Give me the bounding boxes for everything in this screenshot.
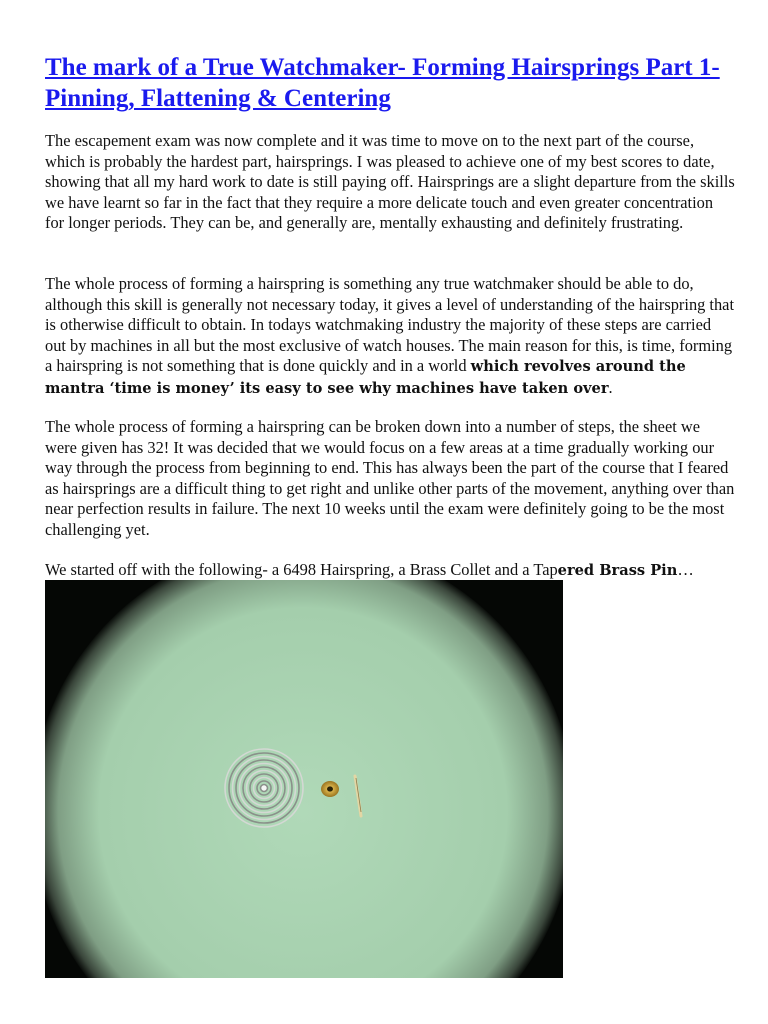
brass-collet bbox=[321, 781, 339, 797]
paragraph-4 bbox=[45, 560, 735, 582]
paragraph-2-text: The whole process of forming a hairspring is something any true watchmaker should be able to do, although this skill is generally not necessary today, it gives a level of understanding of the hairspring that is otherwise difficult to obtain. In todays watchmaking industry the majority of these steps are carried out by machines in all but the most exclusive of watch houses. The main reason for this, is time, forming a hairspring is not something that is done quickly and in a world bbox=[45, 274, 735, 375]
article-title-link[interactable]: The mark of a True Watchmaker- Forming Hairsprings Part 1- Pinning, Flattening & Centering bbox=[45, 54, 720, 112]
paragraph-4-bold: ered Brass Pin bbox=[557, 562, 678, 579]
microscope-photo bbox=[45, 580, 563, 978]
paragraph-4-end: … bbox=[677, 560, 694, 579]
microscope-photo-graphic bbox=[45, 580, 563, 978]
microscope-field bbox=[45, 580, 563, 978]
hairspring bbox=[225, 749, 303, 827]
paragraph-2-end: . bbox=[608, 377, 613, 397]
paragraph-1: The escapement exam was now complete and it was time to move on to the next part of the course, which is probably the hardest part, hairsprings. I was pleased to achieve one of my best scores to date, showing that all my hard work to date is still paying off. Hairsprings are a slight departure from the skills we have learnt so far in the fact that they require a more delicate touch and even greater concentration for longer periods. They can be, and generally are, mentally exhausting and definitely frustrating. bbox=[45, 131, 735, 232]
paragraph-2-bold: which revolves around the mantra ‘time is money’ its easy to see why machines have taken over bbox=[45, 358, 686, 397]
paragraph-3: The whole process of forming a hairspring can be broken down into a number of steps, the sheet we were given has 32! It was decided that we would focus on a few areas at a time gradually working our way through the process from beginning to end. This has always been the part of the course that I feared as hairsprings are a difficult thing to get right and unlike other parts of the movement, anything over than near perfection results in failure. The next 10 weeks until the exam were definitely going to be the most challenging yet. bbox=[45, 417, 735, 539]
paragraph-4-lead: We started off with the following- a 6498 Hairspring, a Brass Collet and a Tap bbox=[45, 560, 558, 579]
paragraph-2 bbox=[45, 274, 735, 399]
